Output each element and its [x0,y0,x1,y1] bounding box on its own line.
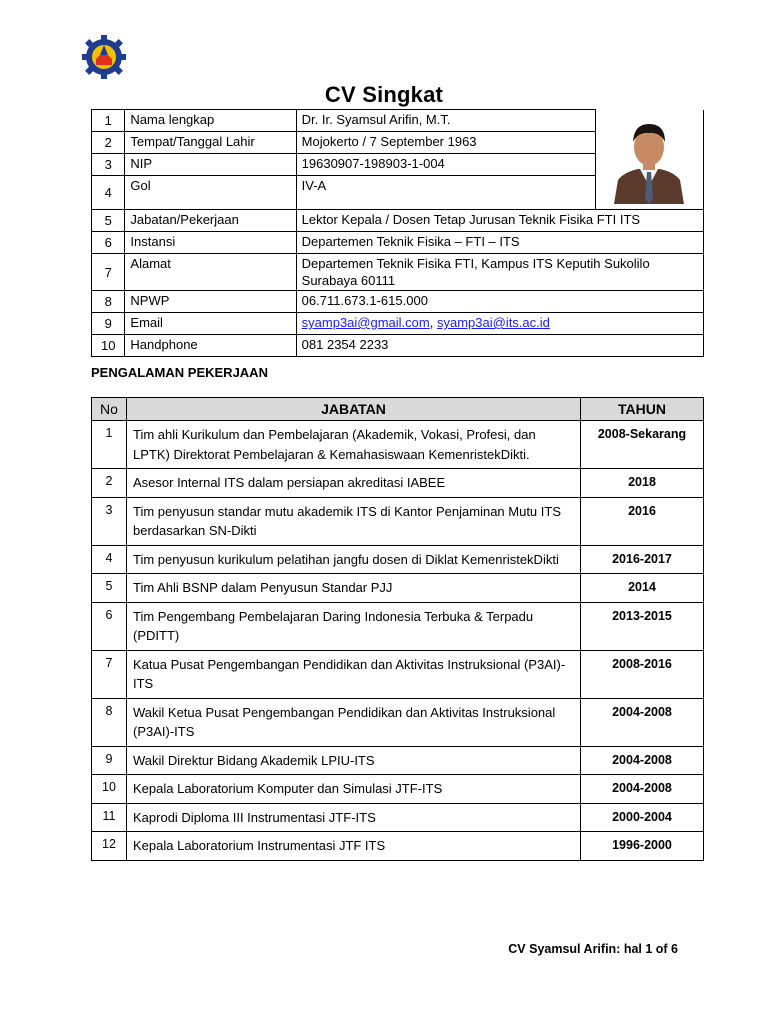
email-link-its[interactable]: syamp3ai@its.ac.id [436,315,550,330]
info-value: IV-A [296,176,595,210]
row-number: 4 [92,545,127,574]
jabatan-cell: Kaprodi Diploma III Instrumentasi JTF-ITS [127,803,581,832]
row-number: 2 [92,469,127,498]
row-number: 7 [92,254,125,291]
info-row [92,254,704,291]
row-number: 8 [92,291,125,313]
page-title: CV Singkat [324,82,444,107]
info-label: Alamat [125,254,296,291]
jabatan-cell: Wakil Direktur Bidang Akademik LPIU-ITS [127,746,581,775]
info-value: 19630907-198903-1-004 [296,154,595,176]
info-value: Dr. Ir. Syamsul Arifin, M.T. [296,110,595,132]
table-row [92,469,704,498]
row-number: 9 [92,746,127,775]
info-row [92,335,704,357]
page-footer: CV Syamsul Arifin: hal 1 of 6 [508,942,678,956]
info-label: NIP [125,154,296,176]
row-number: 1 [92,110,125,132]
info-value: 06.711.673.1-615.000 [296,291,703,313]
email-separator: , [429,315,437,330]
jabatan-cell: Kepala Laboratorium Komputer dan Simulasi JTF-ITS [127,775,581,804]
section-title: PENGALAMAN PEKERJAAN [91,365,268,380]
jabatan-cell: Tim ahli Kurikulum dan Pembelajaran (Akademik, Vokasi, Profesi, dan LPTK) Direktorat Pembelajaran & Kemahasiswaan KemenristekDikti. [127,421,581,469]
row-number: 4 [92,176,125,210]
jabatan-cell: Tim penyusun kurikulum pelatihan jangfu dosen di Diklat KemenristekDikti [127,545,581,574]
info-label: Tempat/Tanggal Lahir [125,132,296,154]
tahun-cell: 2008-Sekarang [581,421,704,469]
info-value: 081 2354 2233 [296,335,703,357]
row-number: 5 [92,210,125,232]
info-label: Handphone [125,335,296,357]
tahun-cell: 1996-2000 [581,832,704,861]
tahun-cell: 2014 [581,574,704,603]
tahun-cell: 2004-2008 [581,746,704,775]
row-number: 10 [92,335,125,357]
info-row [92,291,704,313]
table-row [92,545,704,574]
email-value [296,313,703,335]
table-row [92,497,704,545]
column-header-no: No [92,398,127,421]
row-number: 12 [92,832,127,861]
row-number: 9 [92,313,125,335]
info-row [92,110,704,132]
profile-photo [610,114,688,204]
jabatan-cell: Asesor Internal ITS dalam persiapan akreditasi IABEE [127,469,581,498]
jabatan-cell: Wakil Ketua Pusat Pengembangan Pendidikan dan Aktivitas Instruksional (P3AI)-ITS [127,698,581,746]
info-label: Gol [125,176,296,210]
table-row [92,421,704,469]
info-label: Email [125,313,296,335]
info-label: NPWP [125,291,296,313]
row-number: 6 [92,602,127,650]
table-row [92,602,704,650]
row-number: 10 [92,775,127,804]
table-row [92,746,704,775]
photo-cell [595,110,703,210]
table-row [92,803,704,832]
info-row [92,210,704,232]
table-row [92,775,704,804]
email-link-gmail[interactable]: syamp3ai@gmail.com [301,315,430,330]
table-row [92,650,704,698]
tahun-cell: 2004-2008 [581,775,704,804]
table-row [92,574,704,603]
experience-table [91,397,704,861]
row-number: 11 [92,803,127,832]
tahun-cell: 2018 [581,469,704,498]
tahun-cell: 2013-2015 [581,602,704,650]
its-logo-icon [82,35,126,79]
jabatan-cell: Tim penyusun standar mutu akademik ITS di Kantor Penjaminan Mutu ITS berdasarkan SN-Dikti [127,497,581,545]
info-row [92,313,704,335]
jabatan-cell: Katua Pusat Pengembangan Pendidikan dan Aktivitas Instruksional (P3AI)-ITS [127,650,581,698]
column-header-tahun: TAHUN [581,398,704,421]
row-number: 6 [92,232,125,254]
tahun-cell: 2000-2004 [581,803,704,832]
row-number: 2 [92,132,125,154]
experience-rows [92,421,704,861]
column-header-jabatan: JABATAN [127,398,581,421]
row-number: 8 [92,698,127,746]
table-row [92,832,704,861]
info-value: Departemen Teknik Fisika – FTI – ITS [296,232,703,254]
row-number: 5 [92,574,127,603]
row-number: 7 [92,650,127,698]
tahun-cell: 2004-2008 [581,698,704,746]
info-label: Instansi [125,232,296,254]
jabatan-cell: Tim Pengembang Pembelajaran Daring Indonesia Terbuka & Terpadu (PDITT) [127,602,581,650]
tahun-cell: 2016 [581,497,704,545]
info-label: Jabatan/Pekerjaan [125,210,296,232]
jabatan-cell: Tim Ahli BSNP dalam Penyusun Standar PJJ [127,574,581,603]
table-header-row [92,398,704,421]
row-number: 1 [92,421,127,469]
table-row [92,698,704,746]
personal-info-table [91,109,704,357]
tahun-cell: 2016-2017 [581,545,704,574]
info-row [92,232,704,254]
jabatan-cell: Kepala Laboratorium Instrumentasi JTF ITS [127,832,581,861]
info-value: Departemen Teknik Fisika FTI, Kampus ITS Keputih Sukolilo Surabaya 60111 [296,254,703,291]
info-label: Nama lengkap [125,110,296,132]
info-value: Lektor Kepala / Dosen Tetap Jurusan Teknik Fisika FTI ITS [296,210,703,232]
tahun-cell: 2008-2016 [581,650,704,698]
info-value: Mojokerto / 7 September 1963 [296,132,595,154]
row-number: 3 [92,497,127,545]
row-number: 3 [92,154,125,176]
